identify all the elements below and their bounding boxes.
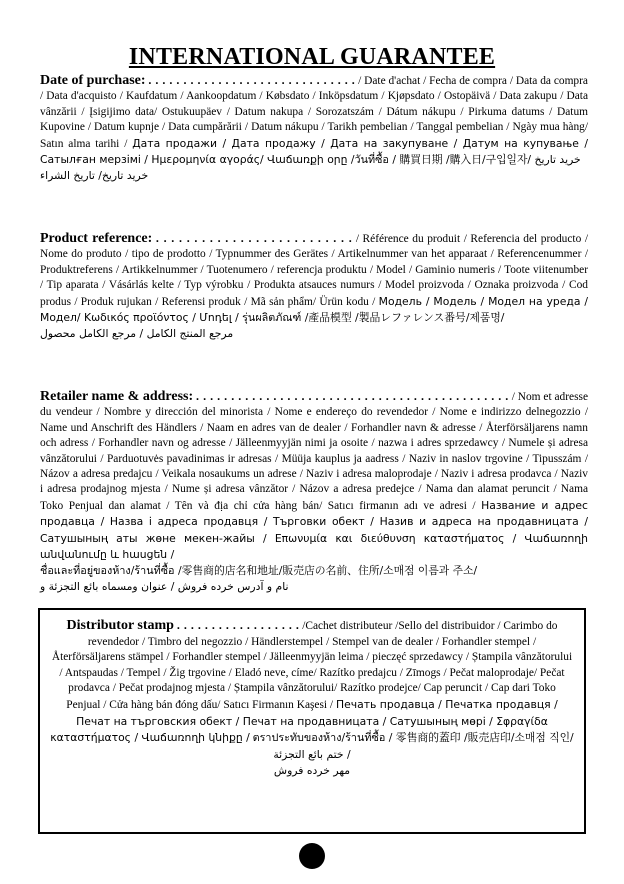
product-reference-translations: / Référence du produit / Referencia del producto / Nome do produto / tipo de prodotto / Typnummer des Gerätes / Artikelnummer van het apparaat / Referencenummer / Produktreferens / Artikkelnummer / Tuotenumero / referencja produktu / Model / Gaminio numeris / Toote viitenumber / Tip aparata / Vásárlás kelte / Typ výrobku / Produkta atsauces numurs / Model proizvoda / Oznaka proizvoda / Cod produs / Produk rujukan / Referensi produk / Mã sản phẩm/ Ürün kodu /: [40, 233, 589, 308]
date-of-purchase-field[interactable]: . . . . . . . . . . . . . . . . . . . . . . . . . . . . . .: [148, 73, 356, 87]
date-of-purchase-translations-arabic: خريد تاريخ/ تاريخ الشراء: [40, 169, 149, 183]
retailer-label: Retailer name & address:: [40, 389, 194, 404]
product-reference-translations-multiscript: Модель / Модель / Модел на уреда / Модел/ Κωδικός προϊόντος / Մոդել / รุ่นผลิตภัณฑ์ /產品模型 /製品レファレンス番号/제품명/: [40, 294, 588, 325]
product-reference-translations-arabic: مرجع المنتج الكامل / مرجع الكامل محصول: [40, 327, 234, 341]
distributor-stamp-translations-persian: مهر خرده فروش: [273, 764, 351, 778]
distributor-stamp-translations-asian: ตราประทับของห้าง/ร้านที่ซื้อ / 零售商的蓋印 /販売店印/소매점 직인/ختم بائع التجزئة /: [252, 731, 574, 761]
retailer-translations-arabic: نام و آدرس خرده فروش / عنوان ومسماه بائع التجزئة و: [40, 579, 289, 593]
date-of-purchase-translations: / Date d'achat / Fecha de compra / Data da compra / Data d'acquisto / Kaufdatum / Aankoopdatum / Købsdato / Inköpsdatum / Kjøpsdato / Ostopäivä / Data zakupu / Data vânzării / Įsigijimo data/ Ostukuupäev / Datum nakupa / Sorozatszám / Dátum nákupu / Pirkuma datums / Datum Kupovine / Datum kupnje / Data cumpărării / Datum nákupu / Tarikh pembelian / Tanggal pembelian / Ngày mua hàng/ Satın alma tarihi /: [40, 75, 588, 150]
distributor-stamp-box[interactable]: [38, 608, 586, 834]
product-reference-label: Product reference:: [40, 231, 153, 246]
retailer-translations-multiscript: Название и адрес продавца / Назва і адреса продавця / Търговки обект / Назив и адреса на продавницата / Сатушының аты жөне мекен-жайы / Επωνυμία και διεύθυνση καταστήματος / Վաճառողի անվանումը և հասցեն /: [40, 498, 588, 562]
retailer-translations-asian: ชื่อและที่อยู่ของห้าง/ร้านที่ซื้อ /零售商的店名和地址/販売店の名前、住所/소매점 이름과 주소/: [40, 564, 478, 578]
date-of-purchase-translations-multiscript: Дата продажи / Дата продажу / Дата на закупуване / Датум на купување / Сатылған мерзімі / Ημερομηνία αγοράς/ Վաճառքի օրը /วันที่ซื้อ / 購買日期 /購入日/구입일자/ خريد تاريخ: [40, 136, 588, 167]
distributor-stamp-translations-multiscript: Печать продавца / Печатка продавця / Печат на търговския обект / Печат на продавницата / Сатушының мөрі / Σφραγίδα καταστήματος / Վաճառողի կնիքը /: [50, 697, 558, 745]
retailer-translations: / Nom et adresse du vendeur / Nombre y dirección del minorista / Nome e endereço do revendedor / Nome e indirizzo delnegozzio / Name und Anschrift des Händlers / Naam en adres van de dealer / Forhandler navn & adresse / Återförsäljarens namn och adress / Forhandler navn og adresse / Jälleenmyyjän nimi ja osoite / nazwa i adres sprzedawcy / Numele și adresa vânzătorului / Parduotuvės pavadinimas ir adresas / Müüja kauplus ja aadress / Naziv in naslov trgovine / Tipusszám / Názov a adresa predajcu / Veikala nosaukums un adrese / Naziv i adresa maloprodaje / Naziv i adresa prodavca / Naziv i adresa prodajnog mjesta / Nume și adresa vânzător / Názov a adresa predejce / Nama dan alamat peruncit / Nama Toko Penjual dan alamat / Tên và địa chỉ cửa hàng bán/ Satıcı firmanın adı ve adresi /: [40, 391, 589, 512]
product-reference-section: [40, 231, 588, 342]
product-reference-field[interactable]: . . . . . . . . . . . . . . . . . . . . . . . . . .: [155, 231, 353, 245]
distributor-stamp-field: . . . . . . . . . . . . . . . . . .: [176, 618, 300, 632]
retailer-field[interactable]: . . . . . . . . . . . . . . . . . . . . . . . . . . . . . . . . . . . . . . . . . . . . .: [196, 389, 509, 403]
retailer-section: [40, 389, 588, 594]
distributor-stamp-label: Distributor stamp: [66, 618, 174, 633]
date-of-purchase-label: Date of purchase:: [40, 73, 146, 88]
page-title: INTERNATIONAL GUARANTEE: [128, 44, 496, 70]
date-of-purchase-section: [40, 73, 588, 184]
distributor-stamp-translations: /Cachet distributeur /Sello del distribuidor / Carimbo do revendedor / Timbro del negozzio / Händlerstempel / Stempel van de dealer / Forhandler stempel / Återförsäljarens stämpel / Forhandler stempel / Jälleenmyyjän leima / pieczęć sprzedawcy / Ștampila vânzătorului / Antspaudas / Tempel / Žig trgovine / Eladó neve, címe/ Razítko predajcu / Zīmogs / Pečat maloprodaje/ Pečat prodavca / Pečat prodajnog mjesta / Ștampila vânzătorului/ Razítko prodejce/ Cap peruncit / Cap dari Toko Penjual / Cửa hàng bán đóng dấu/ Satıcı Firmanın Kaşesi /: [51, 620, 573, 711]
black-circle-mark: [299, 843, 325, 869]
